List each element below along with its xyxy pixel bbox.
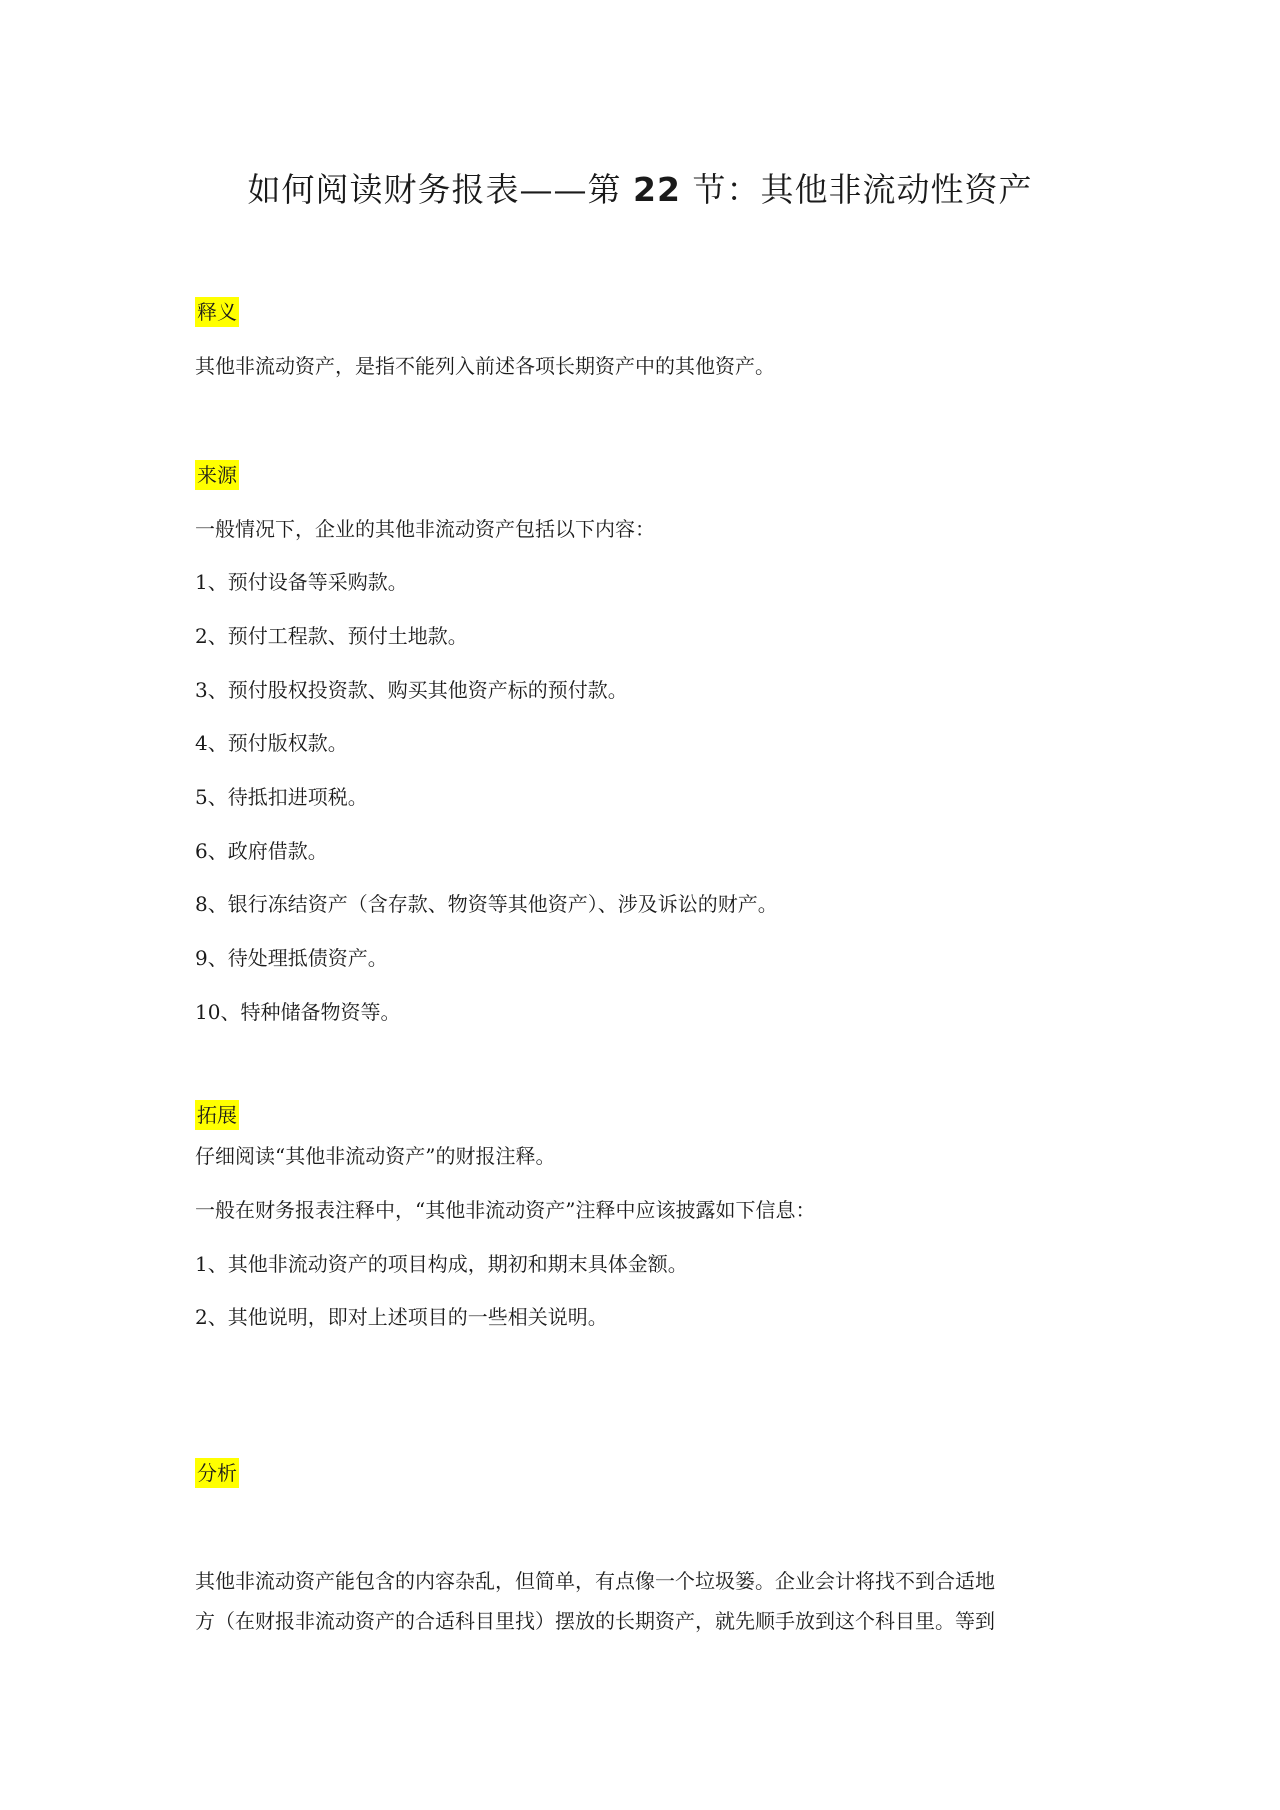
- extension-line-1: 仔细阅读“其他非流动资产”的财报注释。: [195, 1144, 556, 1168]
- analysis-line-1: 其他非流动资产能包含的内容杂乱，但简单，有点像一个垃圾篓。企业会计将找不到合适地: [195, 1569, 995, 1593]
- list-item: 5、待抵扣进项税。: [195, 785, 368, 809]
- list-item: 3、预付股权投资款、购买其他资产标的预付款。: [195, 678, 628, 702]
- section-heading-definition: 释义: [195, 297, 239, 327]
- list-item: 2、其他说明，即对上述项目的一些相关说明。: [195, 1305, 608, 1329]
- list-item: 8、银行冻结资产（含存款、物资等其他资产）、涉及诉讼的财产。: [195, 892, 778, 916]
- list-item: 1、其他非流动资产的项目构成，期初和期末具体金额。: [195, 1252, 688, 1276]
- section-heading-analysis: 分析: [195, 1458, 239, 1488]
- section-heading-source: 来源: [195, 460, 239, 490]
- analysis-paragraph: [195, 1561, 1095, 1641]
- list-item: 6、政府借款。: [195, 839, 328, 863]
- title-prefix: 如何阅读财务报表——第: [247, 170, 622, 209]
- title-suffix: 节：其他非流动性资产: [692, 170, 1033, 209]
- list-item: 2、预付工程款、预付土地款。: [195, 624, 468, 648]
- extension-line-2: 一般在财务报表注释中，“其他非流动资产”注释中应该披露如下信息：: [195, 1198, 816, 1222]
- list-item: 4、预付版权款。: [195, 731, 348, 755]
- analysis-line-2: 方（在财报非流动资产的合适科目里找）摆放的长期资产，就先顺手放到这个科目里。等到: [195, 1609, 995, 1633]
- title-number: 22: [633, 170, 681, 209]
- source-intro: 一般情况下，企业的其他非流动资产包括以下内容：: [195, 517, 655, 541]
- page-title: [0, 168, 1280, 212]
- list-item: 10、特种储备物资等。: [195, 1000, 401, 1024]
- list-item: 9、待处理抵债资产。: [195, 946, 388, 970]
- section-heading-extension: 拓展: [195, 1100, 239, 1130]
- list-item: 1、预付设备等采购款。: [195, 570, 408, 594]
- definition-text: 其他非流动资产，是指不能列入前述各项长期资产中的其他资产。: [195, 354, 775, 378]
